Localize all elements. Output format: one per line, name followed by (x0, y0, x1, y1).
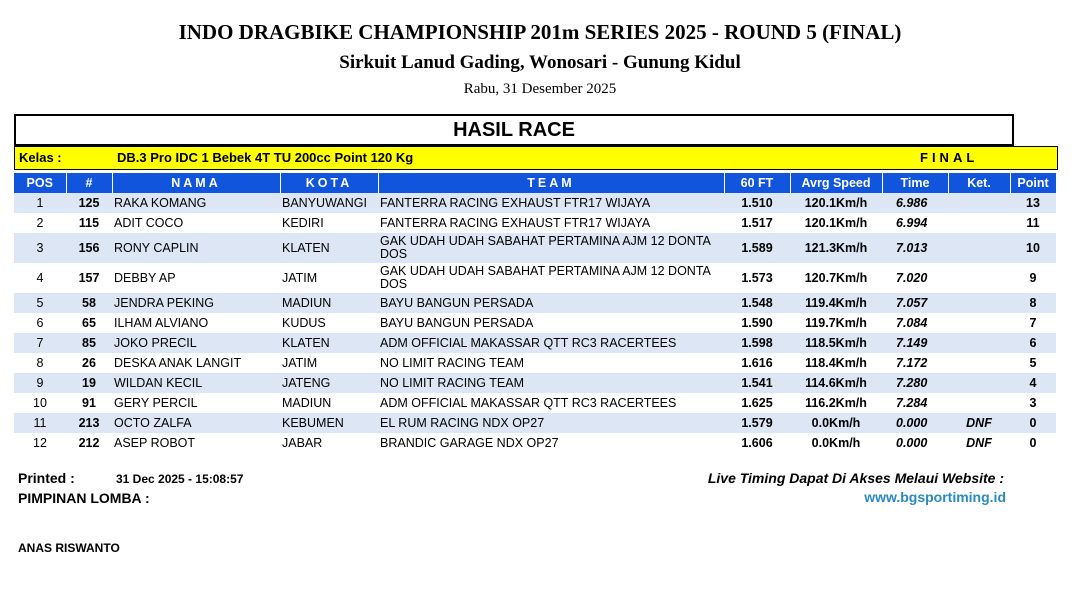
class-value: DB.3 Pro IDC 1 Bebek 4T TU 200cc Point 120 Kg (117, 150, 414, 165)
table-row (14, 313, 1056, 333)
cell-points: 5 (1010, 353, 1056, 373)
cell-pos: 5 (14, 293, 66, 313)
race-director-label: PIMPINAN LOMBA : (18, 490, 150, 506)
cell-rider-number: 26 (66, 353, 112, 373)
cell-rider-name: RONY CAPLIN (112, 233, 280, 263)
venue-subtitle: Sirkuit Lanud Gading, Wonosari - Gunung Kidul (339, 52, 741, 73)
cell-rider-city: MADIUN (280, 293, 378, 313)
stage-label: FINAL (920, 150, 979, 165)
cell-rider-number: 85 (66, 333, 112, 353)
table-header-row (14, 173, 1056, 193)
col-header-60ft: 60 FT (724, 173, 790, 193)
cell-finish-time: 7.280 (882, 373, 948, 393)
cell-remark: DNF (948, 433, 1010, 453)
cell-rider-team: EL RUM RACING NDX OP27 (378, 413, 724, 433)
cell-finish-time: 0.000 (882, 433, 948, 453)
cell-rider-city: KLATEN (280, 233, 378, 263)
live-timing-note: Live Timing Dapat Di Akses Melaui Website : (707, 470, 1004, 486)
cell-avg-speed: 121.3Km/h (790, 233, 882, 263)
col-header-time: Time (882, 173, 948, 193)
table-row (14, 413, 1056, 433)
cell-sixty-ft-time: 1.625 (724, 393, 790, 413)
table-row (14, 353, 1056, 373)
cell-remark (948, 333, 1010, 353)
cell-sixty-ft-time: 1.598 (724, 333, 790, 353)
cell-rider-name: ASEP ROBOT (112, 433, 280, 453)
cell-finish-time: 7.172 (882, 353, 948, 373)
cell-rider-number: 125 (66, 193, 112, 213)
cell-points: 7 (1010, 313, 1056, 333)
cell-points: 8 (1010, 293, 1056, 313)
table-row (14, 233, 1056, 263)
printed-label: Printed : (18, 470, 75, 486)
cell-pos: 8 (14, 353, 66, 373)
cell-points: 6 (1010, 333, 1056, 353)
cell-finish-time: 7.084 (882, 313, 948, 333)
cell-pos: 10 (14, 393, 66, 413)
cell-finish-time: 7.149 (882, 333, 948, 353)
cell-avg-speed: 114.6Km/h (790, 373, 882, 393)
cell-points: 0 (1010, 433, 1056, 453)
cell-rider-city: JABAR (280, 433, 378, 453)
cell-rider-city: KUDUS (280, 313, 378, 333)
cell-rider-team: GAK UDAH UDAH SABAHAT PERTAMINA AJM 12 DONTA DOS (378, 263, 724, 293)
cell-points: 10 (1010, 233, 1056, 263)
event-date: Rabu, 31 Desember 2025 (463, 81, 617, 97)
cell-pos: 2 (14, 213, 66, 233)
cell-rider-city: JATIM (280, 263, 378, 293)
cell-finish-time: 6.986 (882, 193, 948, 213)
cell-sixty-ft-time: 1.579 (724, 413, 790, 433)
cell-finish-time: 7.057 (882, 293, 948, 313)
cell-sixty-ft-time: 1.548 (724, 293, 790, 313)
table-row (14, 393, 1056, 413)
table-row (14, 293, 1056, 313)
class-label: Kelas : (19, 150, 62, 165)
cell-rider-number: 156 (66, 233, 112, 263)
cell-sixty-ft-time: 1.616 (724, 353, 790, 373)
cell-pos: 3 (14, 233, 66, 263)
cell-avg-speed: 118.5Km/h (790, 333, 882, 353)
cell-rider-team: FANTERRA RACING EXHAUST FTR17 WIJAYA (378, 193, 724, 213)
col-header-kota: KOTA (280, 173, 378, 193)
cell-rider-number: 213 (66, 413, 112, 433)
col-header-nama: NAMA (112, 173, 280, 193)
cell-sixty-ft-time: 1.573 (724, 263, 790, 293)
cell-rider-number: 212 (66, 433, 112, 453)
cell-rider-name: ADIT COCO (112, 213, 280, 233)
cell-points: 13 (1010, 193, 1056, 213)
col-header-pos: POS (14, 173, 66, 193)
col-header-point: Point (1010, 173, 1056, 193)
cell-points: 3 (1010, 393, 1056, 413)
cell-points: 11 (1010, 213, 1056, 233)
website-link[interactable]: www.bgsportiming.id (864, 489, 1006, 505)
cell-pos: 9 (14, 373, 66, 393)
table-row (14, 373, 1056, 393)
cell-finish-time: 7.013 (882, 233, 948, 263)
table-row (14, 333, 1056, 353)
cell-rider-number: 157 (66, 263, 112, 293)
cell-remark (948, 293, 1010, 313)
cell-avg-speed: 119.4Km/h (790, 293, 882, 313)
cell-rider-team: BAYU BANGUN PERSADA (378, 293, 724, 313)
cell-avg-speed: 118.4Km/h (790, 353, 882, 373)
class-bar (14, 146, 1058, 170)
cell-rider-team: ADM OFFICIAL MAKASSAR QTT RC3 RACERTEES (378, 393, 724, 413)
cell-avg-speed: 119.7Km/h (790, 313, 882, 333)
cell-remark (948, 353, 1010, 373)
cell-remark (948, 313, 1010, 333)
cell-rider-city: KLATEN (280, 333, 378, 353)
cell-rider-number: 58 (66, 293, 112, 313)
cell-remark (948, 373, 1010, 393)
cell-rider-team: GAK UDAH UDAH SABAHAT PERTAMINA AJM 12 DONTA DOS (378, 233, 724, 263)
cell-avg-speed: 120.1Km/h (790, 213, 882, 233)
cell-finish-time: 6.994 (882, 213, 948, 233)
cell-rider-name: JENDRA PEKING (112, 293, 280, 313)
cell-rider-name: DESKA ANAK LANGIT (112, 353, 280, 373)
cell-rider-number: 19 (66, 373, 112, 393)
cell-rider-city: JATENG (280, 373, 378, 393)
cell-points: 0 (1010, 413, 1056, 433)
cell-pos: 4 (14, 263, 66, 293)
cell-rider-city: KEBUMEN (280, 413, 378, 433)
cell-rider-name: WILDAN KECIL (112, 373, 280, 393)
cell-rider-number: 91 (66, 393, 112, 413)
results-table (14, 173, 1057, 453)
cell-avg-speed: 116.2Km/h (790, 393, 882, 413)
cell-rider-name: JOKO PRECIL (112, 333, 280, 353)
section-title: HASIL RACE (14, 114, 1014, 146)
cell-pos: 12 (14, 433, 66, 453)
cell-rider-team: FANTERRA RACING EXHAUST FTR17 WIJAYA (378, 213, 724, 233)
cell-rider-team: NO LIMIT RACING TEAM (378, 373, 724, 393)
page-title: INDO DRAGBIKE CHAMPIONSHIP 201m SERIES 2025 - ROUND 5 (FINAL) (178, 20, 902, 44)
cell-rider-city: KEDIRI (280, 213, 378, 233)
cell-rider-name: GERY PERCIL (112, 393, 280, 413)
cell-pos: 6 (14, 313, 66, 333)
cell-avg-speed: 0.0Km/h (790, 413, 882, 433)
cell-points: 4 (1010, 373, 1056, 393)
cell-sixty-ft-time: 1.589 (724, 233, 790, 263)
cell-pos: 7 (14, 333, 66, 353)
col-header-no: # (66, 173, 112, 193)
cell-rider-name: DEBBY AP (112, 263, 280, 293)
cell-rider-number: 115 (66, 213, 112, 233)
cell-rider-team: BAYU BANGUN PERSADA (378, 313, 724, 333)
cell-finish-time: 7.284 (882, 393, 948, 413)
cell-remark: DNF (948, 413, 1010, 433)
cell-remark (948, 193, 1010, 213)
cell-sixty-ft-time: 1.510 (724, 193, 790, 213)
cell-rider-city: JATIM (280, 353, 378, 373)
cell-pos: 1 (14, 193, 66, 213)
results-body (14, 193, 1056, 453)
col-header-ket: Ket. (948, 173, 1010, 193)
race-director-name: ANAS RISWANTO (18, 541, 120, 555)
cell-rider-name: OCTO ZALFA (112, 413, 280, 433)
cell-sixty-ft-time: 1.517 (724, 213, 790, 233)
col-header-team: TEAM (378, 173, 724, 193)
table-row (14, 263, 1056, 293)
cell-sixty-ft-time: 1.606 (724, 433, 790, 453)
cell-avg-speed: 120.7Km/h (790, 263, 882, 293)
cell-rider-name: RAKA KOMANG (112, 193, 280, 213)
table-row (14, 433, 1056, 453)
cell-remark (948, 263, 1010, 293)
cell-rider-team: NO LIMIT RACING TEAM (378, 353, 724, 373)
cell-finish-time: 7.020 (882, 263, 948, 293)
cell-rider-city: MADIUN (280, 393, 378, 413)
cell-remark (948, 233, 1010, 263)
cell-rider-number: 65 (66, 313, 112, 333)
cell-sixty-ft-time: 1.590 (724, 313, 790, 333)
cell-remark (948, 213, 1010, 233)
cell-pos: 11 (14, 413, 66, 433)
cell-rider-team: ADM OFFICIAL MAKASSAR QTT RC3 RACERTEES (378, 333, 724, 353)
col-header-speed: Avrg Speed (790, 173, 882, 193)
cell-points: 9 (1010, 263, 1056, 293)
printed-timestamp: 31 Dec 2025 - 15:08:57 (116, 472, 244, 486)
cell-finish-time: 0.000 (882, 413, 948, 433)
cell-rider-name: ILHAM ALVIANO (112, 313, 280, 333)
cell-remark (948, 393, 1010, 413)
table-row (14, 193, 1056, 213)
cell-sixty-ft-time: 1.541 (724, 373, 790, 393)
cell-avg-speed: 0.0Km/h (790, 433, 882, 453)
cell-rider-city: BANYUWANGI (280, 193, 378, 213)
table-row (14, 213, 1056, 233)
cell-rider-team: BRANDIC GARAGE NDX OP27 (378, 433, 724, 453)
cell-avg-speed: 120.1Km/h (790, 193, 882, 213)
